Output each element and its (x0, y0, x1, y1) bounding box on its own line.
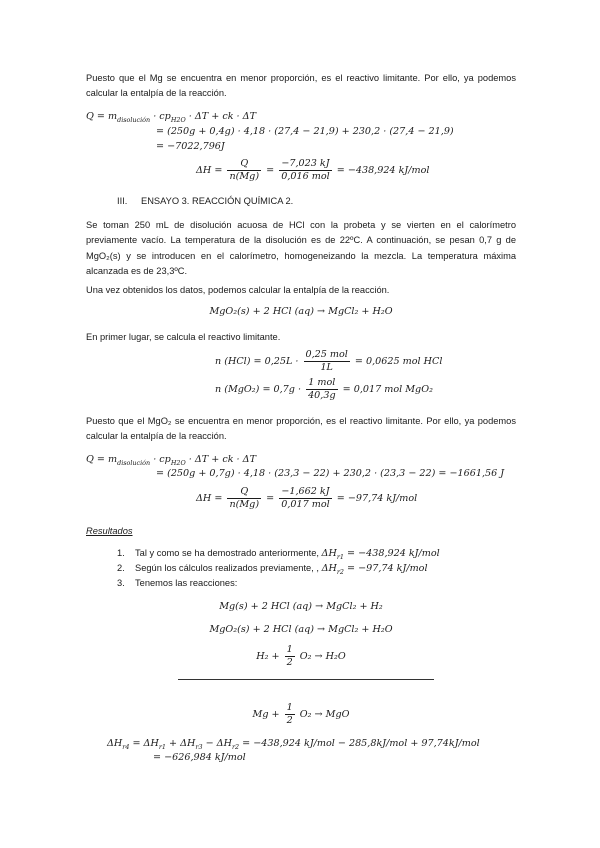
hess-law-line2: = −626,984 kJ/mol (153, 752, 246, 763)
reaction-h2-o2: H₂ + $\frac{1}{2}$ O₂ → H₂O (256, 644, 346, 668)
paragraph-procedure: Se toman 250 mL de disolución acuosa de HCl con la probeta y se vierten en el calorímetro previamente vacío. La temperatura de la disolución es de 22ºC. A continuación, se pesan 0,7 g de MgO₂(s) y se introducen en el calorímetro, homogeneizando la mezcla. La temperatura máxima alcanzada es de 23,3ºC. (86, 220, 516, 276)
section-number: III. (117, 196, 128, 206)
paragraph-data-obtained: Una vez obtenidos los datos, podemos calcular la entalpía de la reacción. (86, 285, 390, 295)
summation-rule (178, 679, 434, 680)
reaction-mg-hcl: Mg(s) + 2 HCl (aq) → MgCl₂ + H₂ (219, 601, 383, 612)
hess-law-line1: $\Delta H_{r4} = \Delta H_{r1} + \Delta H_{r3} - \Delta H_{r2} = -438,924$ kJ/mol − 285,8kJ/mol + 97,74kJ/mol (107, 738, 480, 751)
results-heading: Resultados (86, 526, 133, 536)
result-item-2: 2. Según los cálculos realizados previamente, , $\Delta H_{r2} = -97,74$ kJ/mol (117, 563, 428, 576)
q-equation-1-line2: = (250g + 0,4g) · 4,18 · (27,4 − 21,9) + 230,2 · (27,4 − 21,9) (156, 126, 454, 137)
q-equation-1-line1: $Q = m_{disolución} \cdot cp_{H2O} \cdot \Delta T$ + ck · ΔT (86, 111, 256, 124)
moles-hcl-equation: n (HCl) = 0,25L · $\frac{\text{0,25 mol}}{1L}$ = 0,0625 mol HCl (215, 349, 443, 373)
result-item-3: 3. Tenemos las reacciones: (117, 578, 238, 588)
q-equation-1-line3: = −7022,796J (156, 141, 225, 152)
moles-mgo2-equation: n (MgO₂) = 0,7g · $\frac{\text{1 mol}}{40,3g}$ = 0,017 mol MgO₂ (215, 377, 433, 401)
q-equation-2-line2: = (250g + 0,7g) · 4,18 · (23,3 − 22) + 230,2 · (23,3 − 22) = −1661,56 J (156, 468, 505, 479)
result-item-1: 1. Tal y como se ha demostrado anteriormente, $\Delta H_{r1} = -438,924$ kJ/mol (117, 548, 440, 561)
paragraph-mg-limiting: Puesto que el Mg se encuentra en menor proporción, es el reactivo limitante. Por ello, ya podemos calcular la entalpía de la reacción. (86, 73, 516, 99)
reaction-mgo2-hcl: MgO₂(s) + 2 HCl (aq) → MgCl₂ + H₂O (209, 306, 393, 317)
enthalpy-equation-2: ΔH = $\frac{Q}{n(Mg)}$ = $\frac{-1,662 kJ}{\text{0,017 mol}}$ = −97,74 kJ/mol (196, 486, 418, 510)
paragraph-limiting-reagent: En primer lugar, se calcula el reactivo limitante. (86, 332, 281, 342)
enthalpy-equation-1: ΔH = $\frac{Q}{n(Mg)}$ = $\frac{-7,023 kJ}{\text{0,016 mol}}$ = −438,924 kJ/mol (196, 158, 430, 182)
reaction-mg-o2: Mg + $\frac{1}{2}$ O₂ → MgO (252, 702, 350, 726)
section-title: ENSAYO 3. REACCIÓN QUÍMICA 2. (141, 196, 294, 206)
paragraph-mgo2-limiting: Puesto que el MgO₂ se encuentra en menor proporción, es el reactivo limitante. Por ello, ya podemos calcular la entalpía de la reacción. (86, 416, 516, 442)
q-equation-2-line1: $Q = m_{disolución} \cdot cp_{H2O} \cdot \Delta T$ + ck · ΔT (86, 454, 256, 467)
reaction-mgo2-hcl-2: MgO₂(s) + 2 HCl (aq) → MgCl₂ + H₂O (209, 624, 393, 635)
